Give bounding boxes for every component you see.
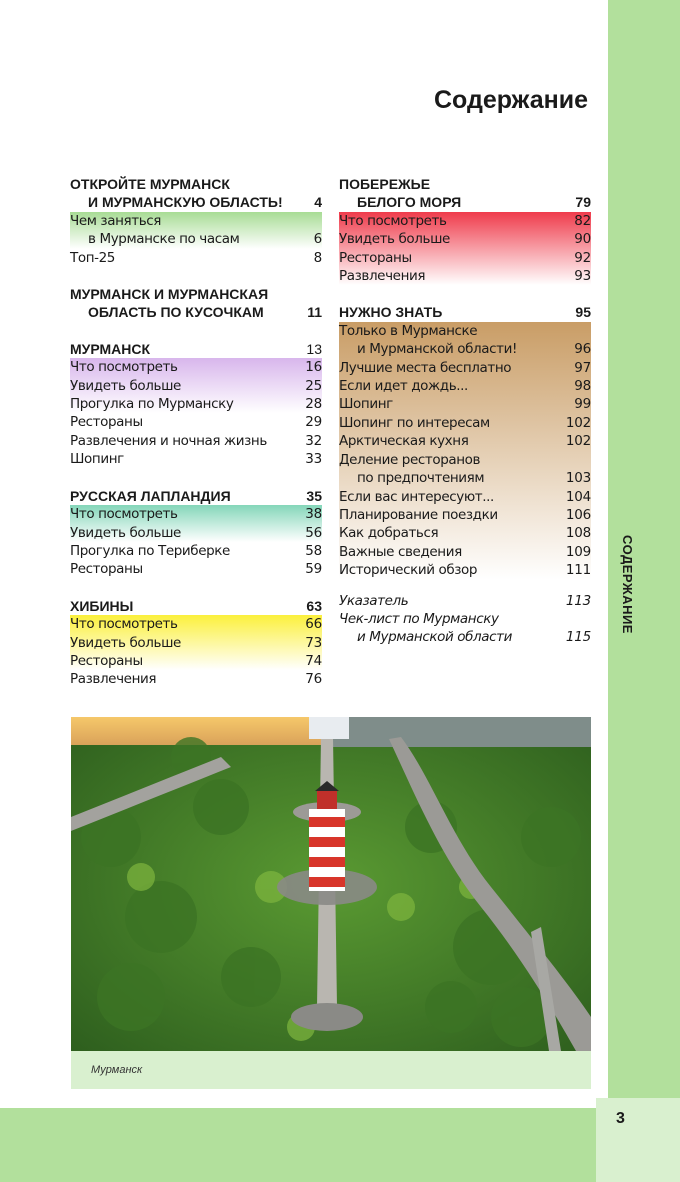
page-ref: 35 — [306, 487, 322, 504]
toc-entry[interactable]: Увидеть больше 73 — [70, 634, 322, 651]
page-ref: 16 — [305, 359, 322, 376]
toc-section-discover — [70, 175, 322, 267]
page-ref: 59 — [305, 561, 322, 578]
toc-entry[interactable]: Если вас интересуют... 104 — [339, 488, 591, 505]
toc-entry[interactable]: Арктическая кухня 102 — [339, 433, 591, 450]
photo-caption: Мурманск — [91, 1064, 143, 1076]
toc-section-pieces — [70, 285, 322, 322]
caption-box — [71, 1051, 591, 1089]
toc-entry[interactable]: Что посмотреть 16 — [70, 359, 322, 376]
toc-entry[interactable]: Важные сведения 109 — [339, 543, 591, 560]
toc-right-column — [339, 175, 591, 665]
toc-entry[interactable]: Как добраться 108 — [339, 525, 591, 542]
toc-entry[interactable]: Шопинг 99 — [339, 396, 591, 413]
toc-entry-continuation[interactable]: по предпочтениям 103 — [357, 470, 591, 487]
page-number: 3 — [616, 1110, 625, 1127]
side-color-strip — [608, 0, 680, 1182]
page-ref: 33 — [305, 451, 322, 468]
page-ref: 74 — [305, 652, 322, 669]
toc-entry[interactable]: Исторический обзор 111 — [339, 562, 591, 579]
page-ref: 79 — [575, 194, 591, 211]
page-ref: 56 — [305, 524, 322, 541]
toc-entry[interactable]: Что посмотреть 82 — [339, 212, 591, 229]
page-ref: 95 — [575, 304, 591, 321]
highlight-band — [70, 212, 322, 249]
toc-entry[interactable]: Увидеть больше 56 — [70, 524, 322, 541]
toc-entry[interactable]: Прогулка по Териберке 58 — [70, 542, 322, 559]
toc-entry[interactable]: Увидеть больше 90 — [339, 231, 591, 248]
toc-entry[interactable]: Если идет дождь... 98 — [339, 378, 591, 395]
page-ref: 97 — [574, 359, 591, 376]
page-ref: 58 — [305, 542, 322, 559]
toc-entry[interactable]: Что посмотреть 66 — [70, 616, 322, 633]
page-ref: 82 — [574, 212, 591, 229]
section-heading[interactable] — [70, 175, 322, 212]
page-ref: 113 — [565, 592, 591, 609]
page-ref: 63 — [306, 597, 322, 614]
page-ref: 11 — [307, 304, 322, 321]
toc-entry[interactable]: Топ-25 8 — [70, 249, 322, 266]
toc-entry[interactable]: Шопинг 33 — [70, 451, 322, 468]
toc-section-murmansk — [70, 340, 322, 469]
page-ref: 98 — [574, 378, 591, 395]
toc-entry[interactable]: Деление ресторанов — [339, 451, 481, 468]
page-ref: 38 — [305, 506, 322, 523]
page-ref: 106 — [565, 506, 591, 523]
bottom-color-band — [0, 1108, 608, 1182]
page-ref: 4 — [314, 194, 322, 211]
heading-line: ОБЛАСТЬ ПО КУСОЧКАМ — [88, 304, 264, 321]
page-title: Содержание — [433, 86, 588, 114]
page-ref: 29 — [305, 414, 322, 431]
page-ref: 102 — [565, 433, 591, 450]
page-ref: 109 — [565, 543, 591, 560]
toc-entry-continuation[interactable]: в Мурманске по часам 6 — [88, 231, 322, 248]
page-ref: 111 — [565, 562, 591, 579]
page-ref: 25 — [305, 377, 322, 394]
toc-entry[interactable]: Чем заняться — [70, 212, 161, 229]
toc-entry-continuation[interactable]: и Мурманской области! 96 — [357, 341, 591, 358]
toc-entry[interactable]: Лучшие места бесплатно 97 — [339, 359, 591, 376]
toc-entry[interactable]: Рестораны 29 — [70, 414, 322, 431]
page-ref: 93 — [574, 268, 591, 285]
section-heading[interactable]: МУРМАНСК 13 — [70, 340, 322, 357]
page-number-box — [596, 1098, 680, 1182]
toc-entry[interactable]: Прогулка по Мурманску 28 — [70, 396, 322, 413]
highlight-band — [70, 358, 322, 413]
section-heading[interactable]: НУЖНО ЗНАТЬ 95 — [339, 304, 591, 321]
section-heading[interactable]: ХИБИНЫ 63 — [70, 597, 322, 614]
side-section-label: СОДЕРЖАНИЕ — [620, 535, 635, 634]
toc-entry[interactable]: Только в Мурманске — [339, 322, 478, 339]
toc-entry[interactable]: Шопинг по интересам 102 — [339, 414, 591, 431]
toc-section-white-sea — [339, 175, 591, 285]
page-ref: 103 — [565, 470, 591, 487]
toc-entry-checklist[interactable]: Чек-лист по Мурманску — [339, 610, 499, 627]
page-ref: 6 — [313, 231, 322, 248]
page-ref: 32 — [305, 432, 322, 449]
toc-entry[interactable]: Что посмотреть 38 — [70, 506, 322, 523]
toc-entry[interactable]: Рестораны 59 — [70, 561, 322, 578]
toc-entry[interactable]: Планирование поездки 106 — [339, 506, 591, 523]
page-ref: 76 — [305, 671, 322, 688]
page-ref: 102 — [565, 414, 591, 431]
page-ref: 13 — [306, 340, 322, 357]
toc-entry[interactable]: Развлечения и ночная жизнь 32 — [70, 432, 322, 449]
highlight-band — [339, 212, 591, 286]
page-ref: 115 — [565, 629, 591, 646]
highlight-band — [339, 322, 591, 580]
toc-entry-continuation[interactable]: и Мурманской области 115 — [357, 629, 591, 646]
section-heading[interactable] — [339, 175, 591, 212]
toc-entry[interactable]: Увидеть больше 25 — [70, 377, 322, 394]
page-ref: 104 — [565, 488, 591, 505]
section-heading[interactable]: РУССКАЯ ЛАПЛАНДИЯ 35 — [70, 487, 322, 504]
highlight-band — [70, 615, 322, 670]
page-ref: 92 — [574, 249, 591, 266]
murmansk-aerial-photo — [71, 717, 591, 1051]
page-ref: 108 — [565, 525, 591, 542]
heading-line: И МУРМАНСКУЮ ОБЛАСТЬ! — [88, 194, 283, 211]
heading-line: ПОБЕРЕЖЬЕ — [339, 176, 431, 192]
section-heading[interactable] — [70, 285, 322, 322]
highlight-band — [70, 505, 322, 542]
heading-line: ОТКРОЙТЕ МУРМАНСК — [70, 176, 230, 192]
toc-section-lapland — [70, 487, 322, 579]
page-ref: 66 — [305, 616, 322, 633]
toc-section-khibiny — [70, 597, 322, 689]
toc-entry[interactable]: Развлечения 76 — [70, 671, 322, 688]
toc-left-column — [70, 175, 322, 707]
toc-entry[interactable]: Рестораны 92 — [339, 249, 591, 266]
page-ref: 73 — [305, 634, 322, 651]
toc-entry-index[interactable]: Указатель 113 — [339, 592, 591, 609]
toc-entry[interactable]: Развлечения 93 — [339, 268, 591, 285]
page-ref: 8 — [313, 249, 322, 266]
heading-line: МУРМАНСК И МУРМАНСКАЯ — [70, 286, 269, 303]
toc-section-appendix — [339, 592, 591, 647]
page-ref: 96 — [574, 341, 591, 358]
toc-entry[interactable]: Рестораны 74 — [70, 652, 322, 669]
page-ref: 28 — [305, 396, 322, 413]
heading-line: БЕЛОГО МОРЯ — [357, 194, 462, 211]
page-ref: 90 — [574, 231, 591, 248]
toc-section-need-to-know — [339, 303, 591, 579]
page-ref: 99 — [574, 396, 591, 413]
